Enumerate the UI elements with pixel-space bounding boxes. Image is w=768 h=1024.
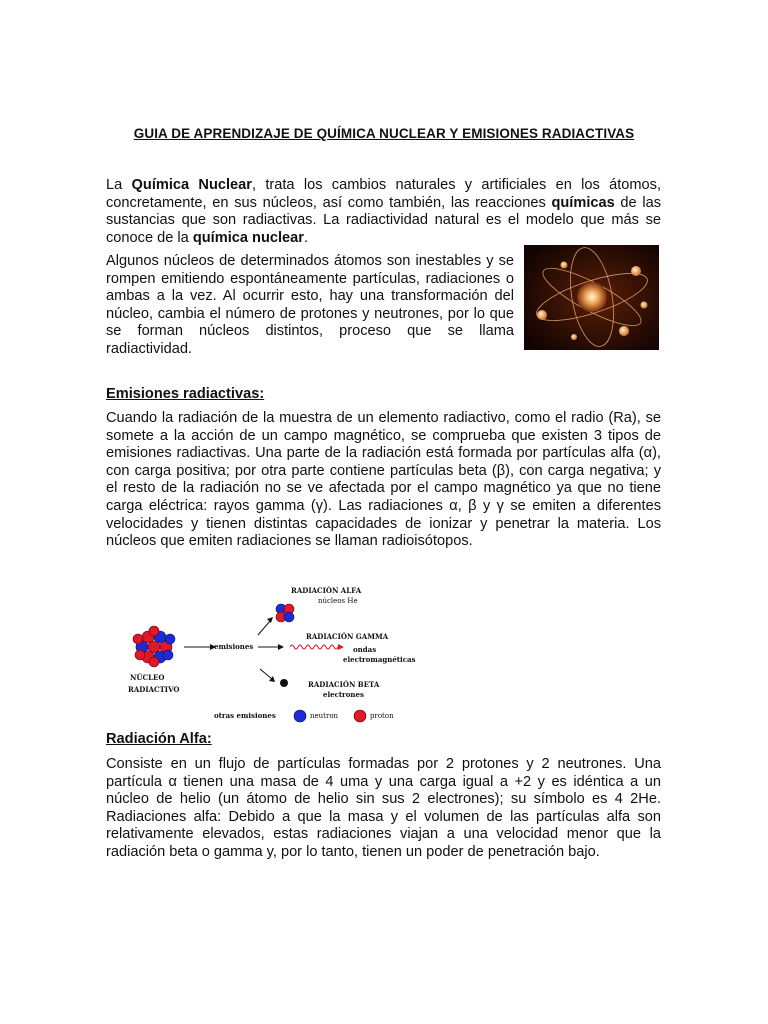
atom-photo [524, 245, 659, 350]
intro-text-1: La [106, 177, 132, 193]
document-title: GUIA DE APRENDIZAJE DE QUÍMICA NUCLEAR Y EMISIONES RADIACTIVAS [133, 126, 635, 141]
emisiones-label: emisiones [214, 642, 254, 651]
neutron-legend-label: neutron [310, 712, 339, 720]
otras-emisiones-label: otras emisiones [214, 711, 276, 720]
alpha-particle [276, 604, 294, 622]
nuclei-paragraph: Algunos núcleos de determinados átomos son inestables y se rompen emitiendo espontáneamente partículas, radiaciones o ambas a la vez. Al ocurrir esto, hay una transformación del núcleo, cambia el número de protones y neutrones, por lo que se forman núcleos distintos, proceso que se llama radiactividad. [106, 253, 514, 357]
alfa-title: RADIACIÓN ALFA [291, 586, 362, 595]
intro-paragraph [106, 177, 661, 247]
nucleus-label-1: NÚCLEO [130, 673, 165, 682]
alpha-heading: Radiación Alfa: [106, 731, 212, 747]
proton-legend-label: proton [370, 712, 394, 720]
intro-bold-3: química nuclear [192, 229, 304, 246]
alpha-paragraph: Consiste en un flujo de partículas formadas por 2 protones y 2 neutrones. Una partícula α tienen una masa de 4 uma y una carga igual a +2 y es idéntica a un núcleo de helio (un átomo de helio sin sus 2 electrones); su símbolo es 4 2He. Radiaciones alfa: Debido a que la masa y el volumen de las partículas alfa son relativamente elevados, estas radiaciones viajan a una velocidad menor que la radiación beta o gamma y, por lo tanto, tienen un poder de penetración bajo. [106, 756, 661, 860]
nucleus-graphic [133, 626, 175, 667]
emissions-paragraph: Cuando la radiación de la muestra de un elemento radiactivo, como el radio (Ra), se somete a la acción de un campo magnético, se comprueba que existen 3 tipos de emisiones radiactivas. Una parte de la radiación está formada por partículas alfa (α), con carga positiva; por otra parte contiene partículas beta (β), con carga negativa; y el resto de la radiación no se ve afectada por el campo magnético ya que no tiene carga eléctrica: rayos gamma (γ). Las radiaciones α, β y γ se emiten a diferentes velocidades y tienen distintas capacidades de ionizar y penetrar la materia. Los núcleos que emiten radiaciones se llaman radioisótopos. [106, 410, 661, 550]
radiation-diagram [118, 575, 418, 730]
gamma-subtitle-2: electromagnéticas [343, 655, 416, 664]
intro-text-3: de las sustancias que son radiactivas. La radiactividad natural es el modelo que más se conoce de la [106, 194, 661, 246]
beta-title: RADIACIÓN BETA [308, 680, 380, 689]
intro-text-2: , trata los cambios naturales y artificiales en los átomos, concretamente, en sus núcleos, así como también, las reacciones [106, 177, 661, 211]
gamma-title: RADIACIÓN GAMMA [306, 632, 389, 641]
alfa-subtitle: núcleos He [318, 597, 358, 605]
beta-subtitle: electrones [323, 690, 364, 699]
intro-bold-1: Química Nuclear [131, 177, 252, 193]
intro-bold-2: químicas [551, 194, 615, 211]
intro-text-4: . [303, 229, 309, 246]
gamma-subtitle-1: ondas [353, 645, 377, 654]
nucleus-label-2: RADIACTIVO [128, 685, 180, 694]
emissions-heading: Emisiones radiactivas: [106, 386, 265, 402]
